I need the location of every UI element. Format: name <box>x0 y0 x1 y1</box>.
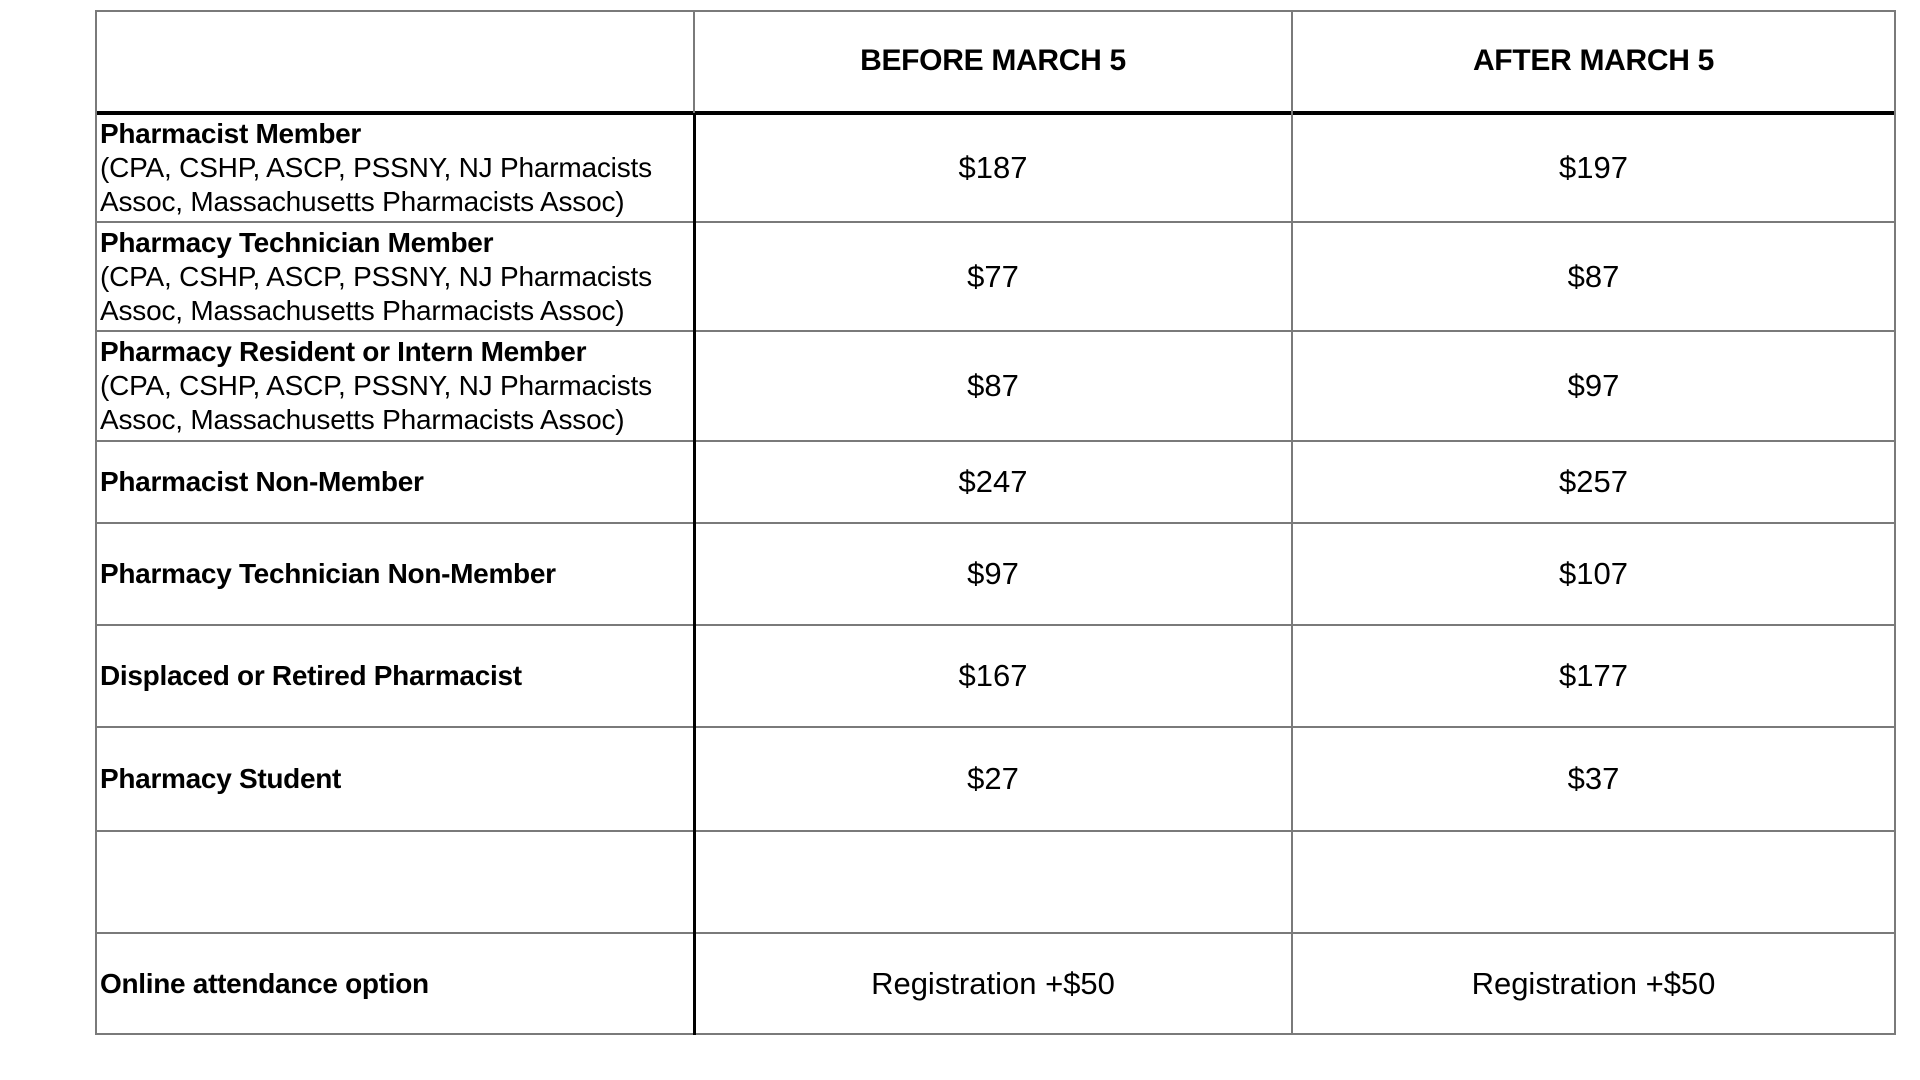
row-label <box>95 332 693 440</box>
row-title: Online attendance option <box>100 967 429 999</box>
row-subtitle: (CPA, CSHP, ASCP, PSSNY, NJ Pharmacists <box>100 151 652 183</box>
row-subtitle: Assoc, Massachusetts Pharmacists Assoc) <box>100 185 625 217</box>
row-label <box>95 626 693 726</box>
empty-row-label <box>95 832 693 932</box>
price-after: $197 <box>1559 149 1628 185</box>
row-title: Pharmacist Member <box>100 117 362 149</box>
row-title: Pharmacy Student <box>100 763 342 794</box>
table-border-bottom <box>95 1033 1896 1035</box>
price-after: $97 <box>1567 368 1620 403</box>
row-label <box>95 114 693 221</box>
row-label <box>95 524 693 624</box>
header-after: AFTER MARCH 5 <box>1472 43 1715 77</box>
price-after: $177 <box>1559 658 1628 693</box>
row-title: Pharmacist Non-Member <box>100 466 424 497</box>
price-before: $77 <box>967 258 1019 294</box>
price-before: $87 <box>967 368 1019 403</box>
row-label <box>95 442 693 522</box>
pricing-table <box>95 10 1896 1035</box>
row-subtitle: (CPA, CSHP, ASCP, PSSNY, NJ Pharmacists <box>100 370 652 401</box>
price-before: Registration +$50 <box>871 965 1115 1001</box>
price-before: $27 <box>967 761 1019 796</box>
row-label <box>95 728 693 830</box>
price-before: $247 <box>958 464 1028 499</box>
row-subtitle: (CPA, CSHP, ASCP, PSSNY, NJ Pharmacists <box>100 260 652 292</box>
row-subtitle: Assoc, Massachusetts Pharmacists Assoc) <box>100 404 625 435</box>
row-title: Displaced or Retired Pharmacist <box>100 660 522 691</box>
row-label <box>95 223 693 330</box>
header-before: BEFORE MARCH 5 <box>860 43 1126 77</box>
price-after: $107 <box>1559 556 1628 591</box>
table-border-right <box>1894 10 1896 1035</box>
row-title: Pharmacy Resident or Intern Member <box>100 336 587 367</box>
row-subtitle: Assoc, Massachusetts Pharmacists Assoc) <box>100 294 625 326</box>
empty-cell <box>1293 832 1894 932</box>
row-title: Pharmacy Technician Member <box>100 226 494 258</box>
price-before: $187 <box>958 149 1028 185</box>
price-after: $87 <box>1567 258 1620 294</box>
empty-cell <box>695 832 1291 932</box>
price-before: $167 <box>958 658 1028 693</box>
price-before: $97 <box>967 556 1019 591</box>
price-after: $257 <box>1559 464 1628 499</box>
row-label <box>95 934 693 1033</box>
row-title: Pharmacy Technician Non-Member <box>100 558 556 589</box>
price-after: $37 <box>1567 761 1620 796</box>
price-after: Registration +$50 <box>1471 965 1716 1001</box>
header-empty <box>95 10 693 111</box>
